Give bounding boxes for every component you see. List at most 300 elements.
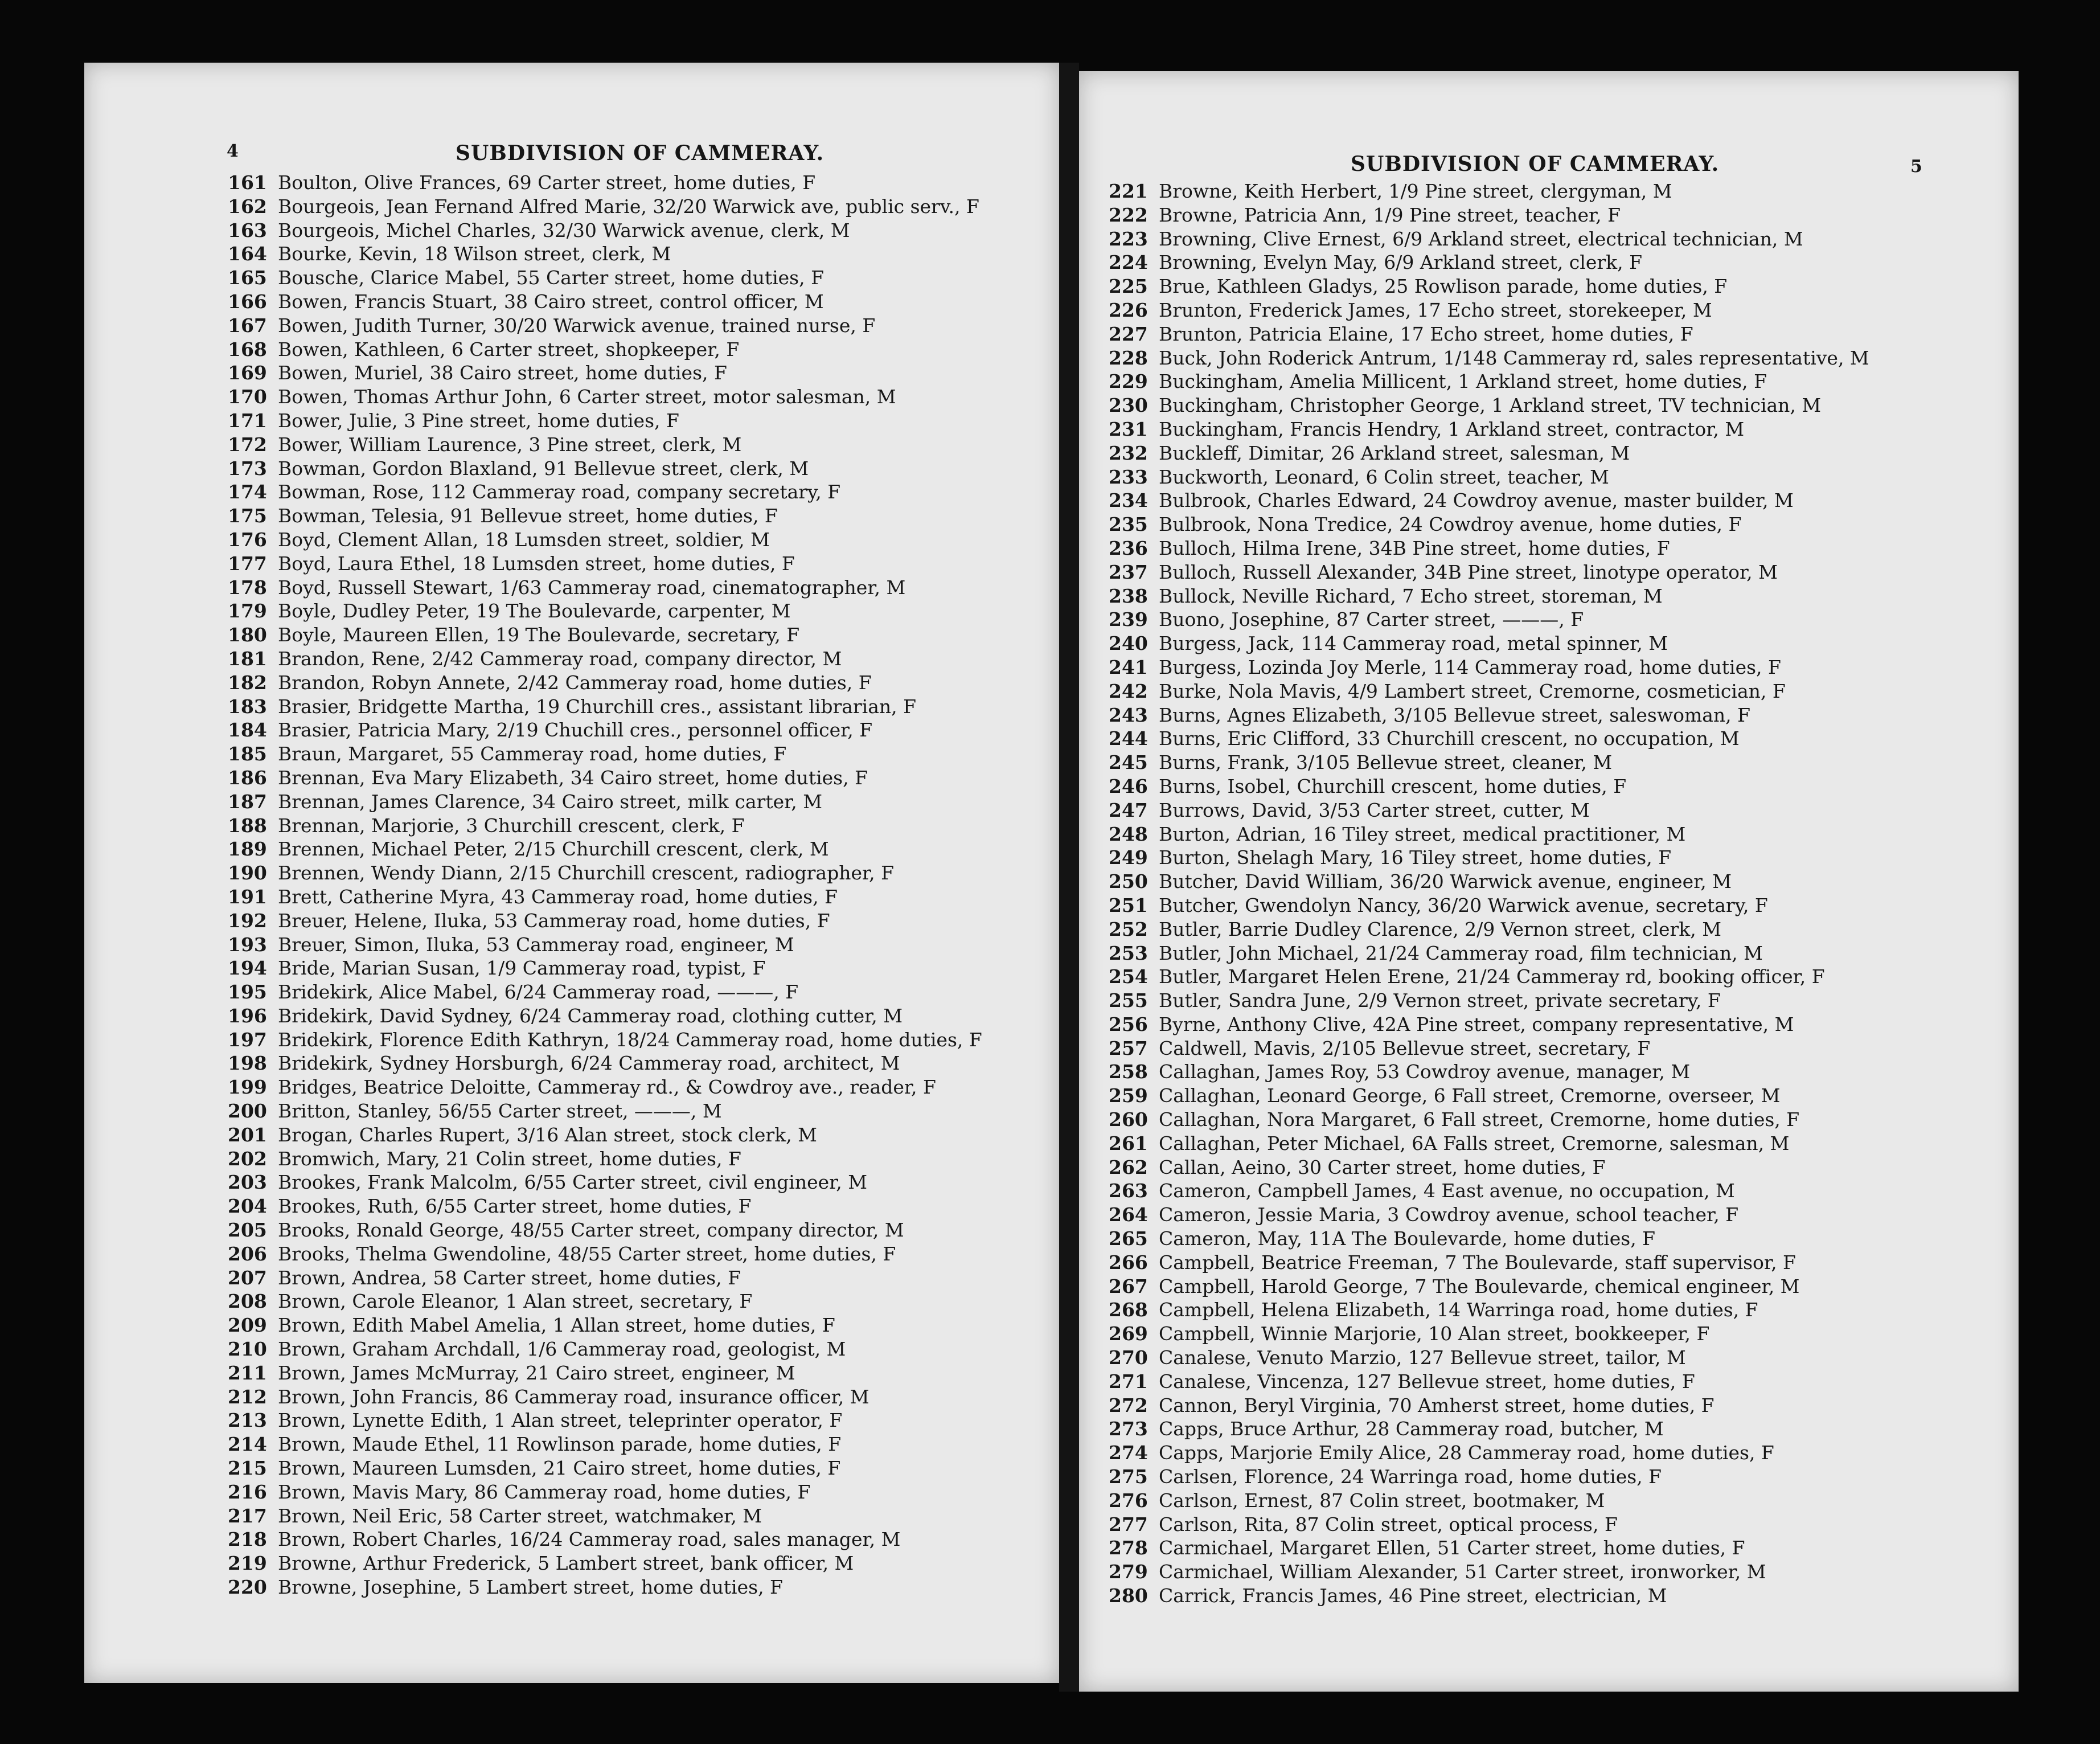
entry-text: Bourgeois, Michel Charles, 32/30 Warwick avenue, clerk, M — [278, 219, 850, 241]
entry-number: 166 — [228, 290, 267, 313]
entry-number: 181 — [228, 647, 267, 670]
entry-number: 268 — [1109, 1299, 1148, 1321]
entry-text: Brookes, Ruth, 6/55 Carter street, home duties, F — [278, 1195, 752, 1218]
roll-entry — [1109, 751, 2014, 775]
roll-entry — [1109, 370, 2014, 394]
roll-entry — [1109, 894, 2014, 918]
entry-number: 237 — [1109, 560, 1148, 583]
roll-entry — [1109, 1394, 2014, 1418]
roll-entry — [228, 314, 1048, 338]
entry-number: 204 — [228, 1195, 267, 1218]
entry-text: Brue, Kathleen Gladys, 25 Rowlison parade, home duties, F — [1159, 275, 1728, 298]
entry-number: 163 — [228, 219, 267, 241]
entry-number: 201 — [228, 1123, 267, 1146]
entry-text: Bulloch, Hilma Irene, 34B Pine street, home duties, F — [1159, 537, 1670, 559]
entry-number: 225 — [1109, 275, 1148, 298]
roll-entry — [1109, 417, 2014, 441]
entry-number: 253 — [1109, 941, 1148, 964]
roll-entry — [228, 718, 1048, 742]
roll-entry — [228, 1385, 1048, 1409]
roll-entry — [1109, 1108, 2014, 1132]
roll-entry — [1109, 322, 2014, 346]
entry-text: Burns, Agnes Elizabeth, 3/105 Bellevue street, saleswoman, F — [1159, 703, 1751, 726]
roll-entry — [228, 576, 1048, 600]
entry-text: Carlsen, Florence, 24 Warringa road, home duties, F — [1159, 1465, 1662, 1488]
roll-entry — [1109, 1179, 2014, 1203]
roll-entry — [1109, 1417, 2014, 1441]
entry-number: 238 — [1109, 584, 1148, 607]
roll-entry — [1109, 1084, 2014, 1108]
entry-text: Brennen, Michael Peter, 2/15 Churchill crescent, clerk, M — [278, 838, 829, 861]
roll-entry — [228, 480, 1048, 504]
entry-text: Boulton, Olive Frances, 69 Carter street, home duties, F — [278, 171, 816, 194]
entry-number: 175 — [228, 505, 267, 527]
roll-entry — [228, 385, 1048, 409]
entry-text: Canalese, Venuto Marzio, 127 Bellevue street, tailor, M — [1159, 1346, 1686, 1369]
roll-entry — [228, 1289, 1048, 1313]
book-gutter — [1059, 63, 1079, 1692]
entry-number: 188 — [228, 814, 267, 837]
entry-text: Butler, Barrie Dudley Clarence, 2/9 Vernon street, clerk, M — [1159, 918, 1722, 940]
roll-entry — [1109, 1465, 2014, 1489]
entry-text: Browne, Keith Herbert, 1/9 Pine street, clergyman, M — [1159, 180, 1672, 202]
roll-entry — [1109, 584, 2014, 608]
roll-entry — [228, 1480, 1048, 1504]
roll-entry — [228, 1028, 1048, 1052]
entry-text: Bowen, Muriel, 38 Cairo street, home duties, F — [278, 362, 727, 384]
entry-text: Cannon, Beryl Virginia, 70 Amherst street, home duties, F — [1159, 1394, 1715, 1417]
roll-entry — [228, 1504, 1048, 1528]
entry-number: 177 — [228, 552, 267, 575]
roll-entry — [1109, 965, 2014, 989]
entry-text: Brown, Maureen Lumsden, 21 Cairo street, home duties, F — [278, 1457, 841, 1480]
entry-number: 235 — [1109, 513, 1148, 536]
roll-entry — [1109, 441, 2014, 465]
entry-number: 217 — [228, 1504, 267, 1527]
entry-text: Callan, Aeino, 30 Carter street, home duties, F — [1159, 1156, 1606, 1178]
electoral-roll-list — [1109, 179, 2014, 1608]
roll-entry — [1109, 679, 2014, 703]
entry-number: 244 — [1109, 727, 1148, 750]
entry-text: Bourke, Kevin, 18 Wilson street, clerk, M — [278, 243, 671, 265]
entry-text: Brown, Edith Mabel Amelia, 1 Allan street, home duties, F — [278, 1314, 835, 1337]
entry-number: 222 — [1109, 203, 1148, 226]
entry-number: 190 — [228, 862, 267, 885]
roll-entry — [228, 1266, 1048, 1290]
entry-text: Boyd, Clement Allan, 18 Lumsden street, soldier, M — [278, 528, 770, 551]
entry-text: Buckingham, Amelia Millicent, 1 Arkland street, home duties, F — [1159, 370, 1767, 393]
entry-number: 256 — [1109, 1013, 1148, 1035]
page-number: 4 — [227, 141, 239, 161]
entry-text: Carrick, Francis James, 46 Pine street, electrician, M — [1159, 1585, 1667, 1607]
roll-entry — [228, 1337, 1048, 1361]
entry-text: Buckleff, Dimitar, 26 Arkland street, salesman, M — [1159, 441, 1630, 464]
roll-entry — [1109, 227, 2014, 251]
entry-text: Butler, John Michael, 21/24 Cammeray road, film technician, M — [1159, 941, 1763, 964]
entry-text: Carlson, Rita, 87 Colin street, optical process, F — [1159, 1513, 1618, 1536]
entry-number: 271 — [1109, 1370, 1148, 1393]
entry-number: 255 — [1109, 989, 1148, 1012]
entry-number: 270 — [1109, 1346, 1148, 1369]
entry-text: Campbell, Winnie Marjorie, 10 Alan street, bookkeeper, F — [1159, 1323, 1710, 1345]
roll-entry — [1109, 298, 2014, 322]
roll-entry — [228, 1004, 1048, 1028]
roll-entry — [1109, 918, 2014, 941]
entry-text: Bousche, Clarice Mabel, 55 Carter street, home duties, F — [278, 267, 824, 289]
roll-entry — [1109, 1132, 2014, 1156]
roll-entry — [228, 242, 1048, 266]
entry-number: 185 — [228, 743, 267, 765]
entry-number: 248 — [1109, 822, 1148, 845]
page-header: SUBDIVISION OF CAMMERAY. — [1351, 152, 1720, 176]
entry-number: 219 — [228, 1552, 267, 1575]
roll-entry — [1109, 203, 2014, 227]
entry-number: 196 — [228, 1004, 267, 1027]
entry-text: Bowen, Judith Turner, 30/20 Warwick avenue, trained nurse, F — [278, 314, 876, 337]
entry-text: Campbell, Harold George, 7 The Boulevarde, chemical engineer, M — [1159, 1275, 1800, 1297]
roll-entry — [228, 1361, 1048, 1385]
entry-number: 233 — [1109, 465, 1148, 488]
roll-entry — [1109, 1346, 2014, 1370]
entry-text: Bourgeois, Jean Fernand Alfred Marie, 32/20 Warwick ave, public serv., F — [278, 195, 979, 218]
roll-entry — [228, 195, 1048, 219]
entry-number: 165 — [228, 267, 267, 289]
roll-entry — [228, 1099, 1048, 1123]
entry-text: Bulloch, Russell Alexander, 34B Pine street, linotype operator, M — [1159, 560, 1778, 583]
entry-text: Bowman, Telesia, 91 Bellevue street, home duties, F — [278, 505, 778, 527]
entry-number: 189 — [228, 838, 267, 861]
entry-text: Brown, Andrea, 58 Carter street, home duties, F — [278, 1266, 741, 1289]
entry-text: Brown, Mavis Mary, 86 Cammeray road, home duties, F — [278, 1480, 811, 1503]
entry-text: Buono, Josephine, 87 Carter street, ———, F — [1159, 608, 1584, 631]
entry-number: 170 — [228, 386, 267, 408]
roll-entry — [1109, 537, 2014, 560]
entry-text: Canalese, Vincenza, 127 Bellevue street, home duties, F — [1159, 1370, 1695, 1393]
entry-text: Cameron, Jessie Maria, 3 Cowdroy avenue, school teacher, F — [1159, 1203, 1739, 1226]
entry-text: Brogan, Charles Rupert, 3/16 Alan street, stock clerk, M — [278, 1123, 817, 1146]
entry-text: Bowman, Rose, 112 Cammeray road, company secretary, F — [278, 481, 841, 503]
roll-entry — [1109, 656, 2014, 679]
entry-number: 218 — [228, 1528, 267, 1551]
entry-text: Buckworth, Leonard, 6 Colin street, teacher, M — [1159, 465, 1609, 488]
roll-entry — [1109, 870, 2014, 894]
entry-text: Buck, John Roderick Antrum, 1/148 Cammeray rd, sales representative, M — [1159, 346, 1869, 369]
entry-text: Brooks, Thelma Gwendoline, 48/55 Carter street, home duties, F — [278, 1242, 896, 1265]
roll-entry — [1109, 822, 2014, 846]
roll-entry — [1109, 465, 2014, 489]
entry-text: Bridges, Beatrice Deloitte, Cammeray rd., & Cowdroy ave., reader, F — [278, 1076, 936, 1099]
roll-entry — [228, 1123, 1048, 1147]
entry-number: 192 — [228, 909, 267, 932]
roll-entry — [1109, 632, 2014, 656]
roll-entry — [1109, 489, 2014, 513]
entry-number: 275 — [1109, 1465, 1148, 1488]
roll-entry — [228, 909, 1048, 933]
entry-text: Carmichael, William Alexander, 51 Carter street, ironworker, M — [1159, 1561, 1766, 1583]
entry-number: 176 — [228, 528, 267, 551]
roll-entry — [228, 1432, 1048, 1456]
entry-text: Butler, Margaret Helen Erene, 21/24 Cammeray rd, booking officer, F — [1159, 965, 1825, 988]
roll-entry — [228, 552, 1048, 576]
entry-text: Browne, Josephine, 5 Lambert street, home duties, F — [278, 1576, 783, 1599]
entry-text: Buckingham, Christopher George, 1 Arkland street, TV technician, M — [1159, 394, 1822, 417]
roll-entry — [1109, 703, 2014, 727]
page-header: SUBDIVISION OF CAMMERAY. — [456, 141, 825, 165]
roll-entry — [228, 1242, 1048, 1266]
roll-entry — [1109, 727, 2014, 751]
entry-text: Burton, Shelagh Mary, 16 Tiley street, home duties, F — [1159, 846, 1672, 869]
entry-text: Burns, Isobel, Churchill crescent, home duties, F — [1159, 775, 1627, 797]
roll-entry — [228, 1194, 1048, 1218]
entry-number: 183 — [228, 695, 267, 718]
entry-number: 169 — [228, 362, 267, 384]
entry-text: Boyle, Dudley Peter, 19 The Boulevarde, carpenter, M — [278, 600, 791, 623]
entry-text: Burton, Adrian, 16 Tiley street, medical practitioner, M — [1159, 822, 1686, 845]
entry-text: Cameron, May, 11A The Boulevarde, home duties, F — [1159, 1227, 1656, 1250]
entry-number: 184 — [228, 719, 267, 742]
entry-text: Brown, James McMurray, 21 Cairo street, engineer, M — [278, 1361, 795, 1384]
entry-number: 260 — [1109, 1108, 1148, 1131]
entry-text: Burgess, Lozinda Joy Merle, 114 Cammeray road, home duties, F — [1159, 656, 1781, 678]
entry-number: 198 — [228, 1052, 267, 1075]
roll-entry — [1109, 560, 2014, 584]
roll-entry — [228, 1147, 1048, 1171]
roll-entry — [228, 457, 1048, 481]
entry-number: 212 — [228, 1385, 267, 1408]
entry-number: 172 — [228, 433, 267, 456]
entry-number: 206 — [228, 1242, 267, 1265]
entry-text: Brennan, Marjorie, 3 Churchill crescent, clerk, F — [278, 814, 745, 837]
roll-entry — [228, 861, 1048, 885]
entry-number: 230 — [1109, 394, 1148, 417]
entry-number: 264 — [1109, 1203, 1148, 1226]
roll-entry — [1109, 846, 2014, 870]
entry-number: 226 — [1109, 298, 1148, 321]
entry-text: Bower, Julie, 3 Pine street, home duties, F — [278, 409, 679, 432]
roll-entry — [1109, 1156, 2014, 1180]
entry-number: 202 — [228, 1147, 267, 1170]
entry-number: 261 — [1109, 1132, 1148, 1155]
roll-entry — [1109, 1060, 2014, 1084]
entry-text: Bromwich, Mary, 21 Colin street, home duties, F — [278, 1147, 741, 1170]
roll-entry — [228, 695, 1048, 719]
entry-number: 161 — [228, 171, 267, 194]
entry-text: Britton, Stanley, 56/55 Carter street, ———, M — [278, 1100, 722, 1123]
entry-text: Bridekirk, Florence Edith Kathryn, 18/24 Cammeray road, home duties, F — [278, 1028, 982, 1051]
entry-text: Brennen, Wendy Diann, 2/15 Churchill crescent, radiographer, F — [278, 862, 895, 885]
entry-number: 194 — [228, 957, 267, 980]
entry-text: Brookes, Frank Malcolm, 6/55 Carter street, civil engineer, M — [278, 1171, 868, 1194]
entry-text: Browne, Patricia Ann, 1/9 Pine street, teacher, F — [1159, 203, 1621, 226]
entry-number: 213 — [228, 1409, 267, 1432]
entry-text: Browning, Clive Ernest, 6/9 Arkland street, electrical technician, M — [1159, 227, 1803, 250]
roll-entry — [1109, 1489, 2014, 1513]
entry-text: Browning, Evelyn May, 6/9 Arkland street, clerk, F — [1159, 251, 1642, 274]
entry-number: 279 — [1109, 1561, 1148, 1583]
roll-entry — [228, 933, 1048, 957]
roll-entry — [228, 885, 1048, 909]
entry-number: 224 — [1109, 251, 1148, 274]
entry-text: Brown, Lynette Edith, 1 Alan street, teleprinter operator, F — [278, 1409, 843, 1432]
entry-number: 252 — [1109, 918, 1148, 940]
entry-text: Butcher, David William, 36/20 Warwick avenue, engineer, M — [1159, 870, 1732, 893]
entry-number: 241 — [1109, 656, 1148, 678]
entry-text: Brunton, Frederick James, 17 Echo street, storekeeper, M — [1159, 298, 1712, 321]
entry-number: 203 — [228, 1171, 267, 1194]
roll-entry — [1109, 608, 2014, 632]
entry-number: 168 — [228, 338, 267, 361]
entry-text: Callaghan, Leonard George, 6 Fall street, Cremorne, overseer, M — [1159, 1084, 1781, 1107]
roll-entry — [1109, 1203, 2014, 1227]
entry-number: 242 — [1109, 679, 1148, 702]
roll-entry — [1109, 251, 2014, 275]
entry-text: Braun, Margaret, 55 Cammeray road, home duties, F — [278, 743, 787, 765]
entry-text: Brasier, Bridgette Martha, 19 Churchill cres., assistant librarian, F — [278, 695, 917, 718]
entry-text: Brennan, James Clarence, 34 Cairo street, milk carter, M — [278, 790, 823, 813]
roll-entry — [1109, 394, 2014, 417]
entry-text: Brown, Graham Archdall, 1/6 Cammeray road, geologist, M — [278, 1338, 846, 1361]
roll-entry — [228, 219, 1048, 243]
entry-text: Capps, Bruce Arthur, 28 Cammeray road, butcher, M — [1159, 1418, 1664, 1440]
entry-text: Burrows, David, 3/53 Carter street, cutter, M — [1159, 799, 1590, 821]
entry-text: Bulbrook, Charles Edward, 24 Cowdroy avenue, master builder, M — [1159, 489, 1794, 512]
entry-text: Breuer, Simon, Iluka, 53 Cammeray road, engineer, M — [278, 933, 794, 956]
entry-text: Burns, Frank, 3/105 Bellevue street, cleaner, M — [1159, 751, 1613, 774]
entry-number: 215 — [228, 1457, 267, 1480]
entry-text: Carlson, Ernest, 87 Colin street, bootmaker, M — [1159, 1489, 1605, 1512]
roll-entry — [1109, 1370, 2014, 1394]
entry-number: 223 — [1109, 227, 1148, 250]
roll-entry — [228, 1218, 1048, 1242]
entry-text: Bowen, Kathleen, 6 Carter street, shopkeeper, F — [278, 338, 740, 361]
entry-text: Bride, Marian Susan, 1/9 Cammeray road, typist, F — [278, 957, 766, 980]
entry-text: Bridekirk, Sydney Horsburgh, 6/24 Cammeray road, architect, M — [278, 1052, 900, 1075]
roll-entry — [228, 980, 1048, 1004]
page-number: 5 — [1910, 157, 1922, 177]
roll-entry — [228, 956, 1048, 980]
entry-number: 234 — [1109, 489, 1148, 512]
entry-text: Bowman, Gordon Blaxland, 91 Bellevue street, clerk, M — [278, 457, 809, 480]
entry-text: Breuer, Helene, Iluka, 53 Cammeray road, home duties, F — [278, 909, 830, 932]
right-page — [1079, 71, 2019, 1692]
entry-number: 267 — [1109, 1275, 1148, 1297]
roll-entry — [228, 338, 1048, 362]
entry-text: Burke, Nola Mavis, 4/9 Lambert street, Cremorne, cosmetician, F — [1159, 679, 1786, 702]
roll-entry — [228, 171, 1048, 195]
entry-text: Cameron, Campbell James, 4 East avenue, no occupation, M — [1159, 1180, 1735, 1202]
entry-number: 179 — [228, 600, 267, 623]
entry-number: 209 — [228, 1314, 267, 1337]
entry-number: 182 — [228, 671, 267, 694]
entry-text: Bridekirk, David Sydney, 6/24 Cammeray road, clothing cutter, M — [278, 1004, 903, 1027]
entry-number: 250 — [1109, 870, 1148, 893]
roll-entry — [1109, 275, 2014, 298]
roll-entry — [228, 623, 1048, 647]
roll-entry — [1109, 775, 2014, 799]
entry-text: Bower, William Laurence, 3 Pine street, clerk, M — [278, 433, 742, 456]
entry-number: 174 — [228, 481, 267, 503]
electoral-roll-list — [228, 171, 1048, 1599]
roll-entry — [1109, 513, 2014, 537]
roll-entry — [228, 266, 1048, 290]
roll-entry — [228, 504, 1048, 528]
roll-entry — [228, 433, 1048, 457]
roll-entry — [1109, 1037, 2014, 1061]
entry-text: Burgess, Jack, 114 Cammeray road, metal spinner, M — [1159, 632, 1668, 655]
entry-number: 236 — [1109, 537, 1148, 559]
entry-number: 263 — [1109, 1180, 1148, 1202]
roll-entry — [228, 1528, 1048, 1551]
entry-number: 193 — [228, 933, 267, 956]
entry-number: 173 — [228, 457, 267, 480]
entry-number: 228 — [1109, 346, 1148, 369]
entry-number: 240 — [1109, 632, 1148, 655]
roll-entry — [1109, 1513, 2014, 1537]
entry-number: 164 — [228, 243, 267, 265]
entry-text: Capps, Marjorie Emily Alice, 28 Cammeray road, home duties, F — [1159, 1442, 1774, 1464]
entry-number: 265 — [1109, 1227, 1148, 1250]
roll-entry — [228, 1313, 1048, 1337]
roll-entry — [1109, 1227, 2014, 1251]
entry-number: 207 — [228, 1266, 267, 1289]
entry-text: Butler, Sandra June, 2/9 Vernon street, private secretary, F — [1159, 989, 1721, 1012]
roll-entry — [1109, 1322, 2014, 1346]
entry-number: 254 — [1109, 965, 1148, 988]
entry-text: Callaghan, James Roy, 53 Cowdroy avenue, manager, M — [1159, 1061, 1691, 1083]
roll-entry — [1109, 346, 2014, 370]
entry-number: 220 — [228, 1576, 267, 1599]
entry-text: Browne, Arthur Frederick, 5 Lambert street, bank officer, M — [278, 1552, 854, 1575]
roll-entry — [1109, 1275, 2014, 1299]
entry-text: Bulbrook, Nona Tredice, 24 Cowdroy avenue, home duties, F — [1159, 513, 1742, 536]
roll-entry — [228, 361, 1048, 385]
roll-entry — [228, 528, 1048, 552]
roll-entry — [1109, 179, 2014, 203]
entry-number: 180 — [228, 624, 267, 646]
roll-entry — [228, 790, 1048, 814]
roll-entry — [1109, 1536, 2014, 1560]
entry-text: Callaghan, Peter Michael, 6A Falls street, Cremorne, salesman, M — [1159, 1132, 1790, 1155]
entry-text: Brown, Maude Ethel, 11 Rowlinson parade, home duties, F — [278, 1433, 842, 1456]
entry-number: 257 — [1109, 1037, 1148, 1059]
roll-entry — [1109, 1441, 2014, 1465]
roll-entry — [228, 599, 1048, 623]
entry-text: Brown, Carole Eleanor, 1 Alan street, secretary, F — [278, 1290, 753, 1313]
roll-entry — [1109, 1298, 2014, 1322]
entry-number: 221 — [1109, 180, 1148, 202]
entry-number: 251 — [1109, 894, 1148, 916]
entry-text: Caldwell, Mavis, 2/105 Bellevue street, secretary, F — [1159, 1037, 1651, 1059]
entry-number: 162 — [228, 195, 267, 218]
entry-number: 243 — [1109, 703, 1148, 726]
entry-number: 258 — [1109, 1061, 1148, 1083]
roll-entry — [1109, 1584, 2014, 1608]
entry-number: 231 — [1109, 417, 1148, 440]
entry-number: 269 — [1109, 1323, 1148, 1345]
entry-number: 249 — [1109, 846, 1148, 869]
entry-number: 273 — [1109, 1418, 1148, 1440]
entry-number: 276 — [1109, 1489, 1148, 1512]
roll-entry — [228, 766, 1048, 790]
roll-entry — [1109, 1013, 2014, 1037]
entry-number: 214 — [228, 1433, 267, 1456]
entry-number: 245 — [1109, 751, 1148, 774]
entry-number: 171 — [228, 409, 267, 432]
entry-number: 246 — [1109, 775, 1148, 797]
entry-text: Bridekirk, Alice Mabel, 6/24 Cammeray road, ———, F — [278, 981, 799, 1004]
entry-number: 278 — [1109, 1537, 1148, 1559]
entry-text: Brett, Catherine Myra, 43 Cammeray road, home duties, F — [278, 885, 838, 908]
